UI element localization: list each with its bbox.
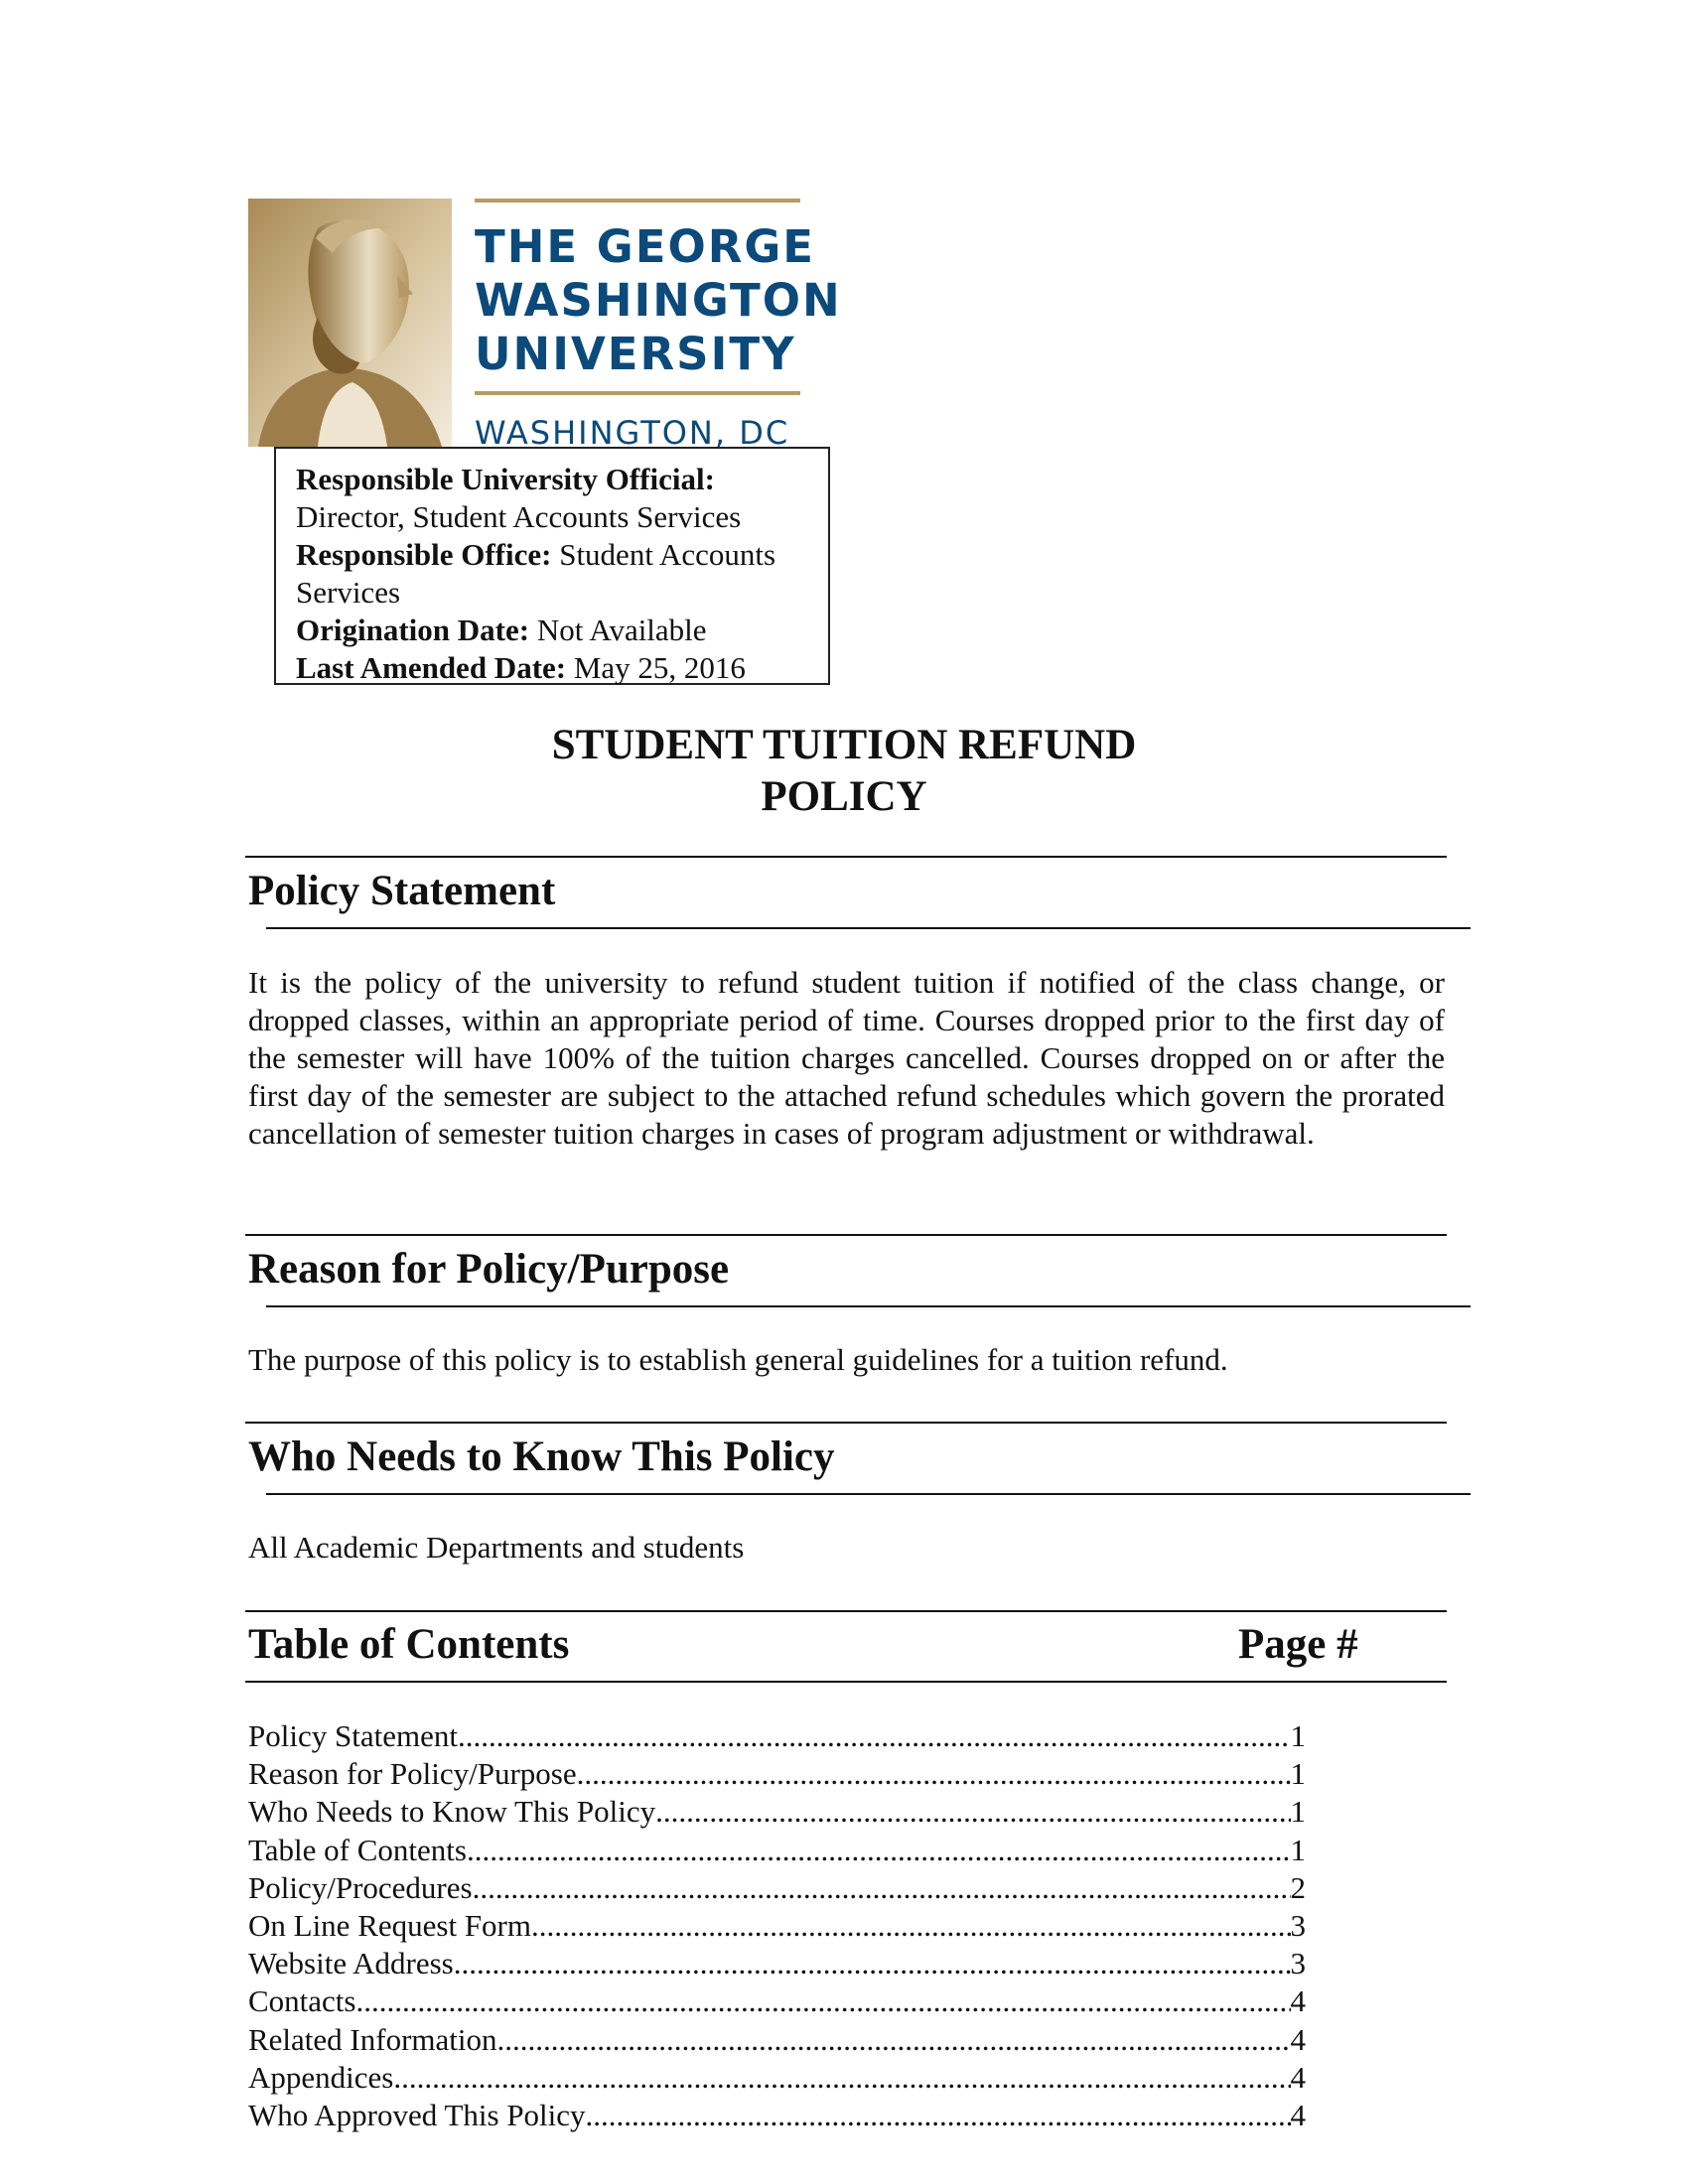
toc-entry-page: 2	[1290, 1869, 1306, 1905]
toc-entry-label: Reason for Policy/Purpose	[248, 1756, 577, 1792]
toc-dot-leader	[393, 2059, 1290, 2097]
toc-entry-label: Appendices	[248, 2059, 394, 2095]
toc-entry-label: Website Address	[248, 1946, 454, 1981]
office-row	[296, 536, 810, 574]
toc-dot-leader	[356, 1982, 1291, 2020]
toc-entry-label: Policy/Procedures	[248, 1869, 473, 1905]
amended-row	[296, 649, 810, 687]
reason-body: The purpose of this policy is to establish general guidelines for a tuition refund.	[248, 1342, 1228, 1377]
toc-dot-leader	[458, 1717, 1291, 1755]
toc-entry[interactable]	[248, 2097, 1306, 2134]
toc-entry[interactable]	[248, 1907, 1306, 1945]
toc-entry[interactable]	[248, 1982, 1306, 2020]
toc-entry-label: Related Information	[248, 2021, 497, 2057]
toc-entry-page: 4	[1290, 2059, 1306, 2095]
section-rule-bottom	[266, 1305, 1471, 1307]
toc-entry-label: Who Approved This Policy	[248, 2097, 586, 2132]
logo-city: WASHINGTON, DC	[475, 414, 790, 452]
title-line-1: STUDENT TUITION REFUND	[551, 722, 1137, 768]
toc-entry[interactable]	[248, 2021, 1306, 2059]
amended-label: Last Amended Date:	[296, 650, 567, 685]
origination-label: Origination Date:	[296, 613, 530, 647]
official-value: Director, Student Accounts Services	[296, 499, 742, 534]
logo-text-line-2: WASHINGTON	[475, 274, 842, 327]
policy-info-box	[274, 447, 830, 685]
toc-entry-page: 4	[1290, 2021, 1306, 2057]
section-rule-bottom	[266, 927, 1471, 929]
toc-dot-leader	[577, 1755, 1291, 1793]
toc-entry-page: 1	[1290, 1794, 1306, 1830]
toc-heading: Table of Contents	[248, 1621, 570, 1668]
toc-entry[interactable]	[248, 2059, 1306, 2097]
toc-dot-leader	[586, 2097, 1291, 2134]
logo-top-rule	[475, 199, 800, 203]
toc-entry-label: Table of Contents	[248, 1832, 467, 1867]
toc-entry-page: 3	[1290, 1946, 1306, 1981]
amended-value: May 25, 2016	[573, 650, 746, 685]
toc-dot-leader	[467, 1832, 1291, 1869]
toc-entry-label: On Line Request Form	[248, 1907, 531, 1943]
toc-dot-leader	[531, 1907, 1291, 1945]
logo-text-line-1: THE GEORGE	[475, 220, 816, 273]
who-heading: Who Needs to Know This Policy	[248, 1433, 835, 1480]
toc-entry[interactable]	[248, 1945, 1306, 1982]
table-of-contents-list	[248, 1717, 1306, 2134]
section-rule-top	[245, 1234, 1447, 1236]
toc-entry-page: 3	[1290, 1907, 1306, 1943]
toc-dot-leader	[454, 1945, 1291, 1982]
toc-entry-label: Policy Statement	[248, 1718, 458, 1753]
toc-entry-page: 1	[1290, 1718, 1306, 1753]
section-rule-top	[245, 1422, 1447, 1424]
logo-text-line-3: UNIVERSITY	[475, 328, 796, 380]
toc-dot-leader	[497, 2021, 1291, 2059]
toc-entry-page: 1	[1290, 1756, 1306, 1792]
toc-entry[interactable]	[248, 1869, 1306, 1907]
title-line-2: POLICY	[761, 773, 927, 820]
office-value-cont: Services	[296, 575, 401, 610]
university-logo	[248, 199, 842, 452]
who-body: All Academic Departments and students	[248, 1530, 745, 1565]
toc-dot-leader	[473, 1869, 1291, 1907]
section-rule-bottom	[266, 1493, 1471, 1495]
toc-entry[interactable]	[248, 1793, 1306, 1831]
official-row	[296, 461, 810, 498]
policy-statement-body: It is the policy of the university to refund student tuition if notified of the class change, or dropped classes, within an appropriate period of time. Courses dropped prior to the first day of the semester will have 100% of the tuition charges cancelled. Courses dropped on or after the first day of the semester are subject to the attached refund schedules which govern the prorated cancellation of semester tuition charges in cases of program adjustment or withdrawal.	[248, 965, 1445, 1151]
toc-entry[interactable]	[248, 1755, 1306, 1793]
origination-row	[296, 612, 810, 649]
document-title	[248, 720, 1440, 823]
toc-entry-page: 4	[1290, 2097, 1306, 2132]
toc-entry-page: 1	[1290, 1832, 1306, 1867]
logo-bottom-rule	[475, 391, 800, 395]
toc-entry[interactable]	[248, 1832, 1306, 1869]
toc-entry-label: Who Needs to Know This Policy	[248, 1794, 656, 1830]
origination-value: Not Available	[536, 613, 707, 647]
office-label: Responsible Office:	[296, 537, 552, 572]
toc-page-heading: Page #	[1238, 1621, 1358, 1668]
toc-entry[interactable]	[248, 1717, 1306, 1755]
reason-heading: Reason for Policy/Purpose	[248, 1246, 730, 1293]
toc-entry-label: Contacts	[248, 1983, 356, 2019]
toc-dot-leader	[655, 1793, 1290, 1831]
section-rule-top	[245, 856, 1447, 858]
washington-portrait-image	[248, 199, 452, 447]
section-rule-top	[245, 1610, 1447, 1612]
section-rule-bottom	[245, 1681, 1447, 1683]
office-value: Student Accounts	[559, 537, 776, 572]
policy-statement-heading: Policy Statement	[248, 868, 556, 914]
toc-entry-page: 4	[1290, 1983, 1306, 2019]
official-label: Responsible University Official:	[296, 462, 715, 496]
